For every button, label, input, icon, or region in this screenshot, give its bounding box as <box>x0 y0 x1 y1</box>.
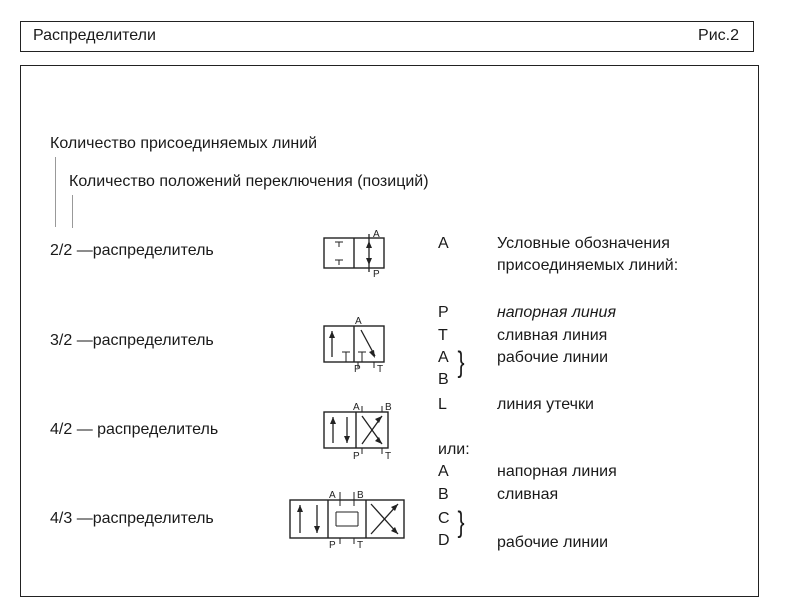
legend-alt-letter-c: C <box>438 510 450 527</box>
port-p: P <box>373 269 380 280</box>
legend-alt-text-a: напорная линия <box>497 463 617 480</box>
line-count-label: Количество присоединяемых линий <box>50 135 318 152</box>
legend-text-t: сливная линия <box>497 327 608 344</box>
port-a: A <box>353 402 360 413</box>
legend-text-ab: рабочие линии <box>497 349 609 366</box>
legend-letter-t: T <box>438 327 448 344</box>
valve-symbol-4-3 <box>284 488 414 550</box>
valve-name-4-2: 4/2 — распределитель <box>50 421 219 438</box>
legend-text-p: напорная линия <box>497 304 616 321</box>
legend-alt-letter-d: D <box>438 532 450 549</box>
valve-symbol-3-2 <box>318 316 398 374</box>
port-p: P <box>329 540 336 551</box>
brace-cd: } <box>457 506 465 539</box>
valve-symbol-2-2 <box>318 228 398 278</box>
figure-number: Рис.2 <box>698 27 739 44</box>
legend-text-l: линия утечки <box>497 396 594 413</box>
port-a: A <box>373 229 380 240</box>
port-p: P <box>353 451 360 462</box>
legend-alt-text-cd: рабочие линии <box>497 534 609 551</box>
line-count-indicator <box>55 157 56 227</box>
legend-alt-letter-b: B <box>438 486 449 503</box>
port-t: T <box>385 451 392 462</box>
port-t: T <box>357 540 364 551</box>
port-a: A <box>355 316 362 327</box>
valve-symbol-4-2 <box>318 402 402 460</box>
legend-alt-text-b: сливная <box>497 486 559 503</box>
port-b: B <box>385 402 392 413</box>
legend-letter-p: P <box>438 304 449 321</box>
legend-letter-l: L <box>438 396 447 413</box>
valve-name-3-2: 3/2 —распределитель <box>50 332 214 349</box>
port-p: P <box>354 364 361 375</box>
brace-ab: } <box>457 346 465 379</box>
figure-title: Распределители <box>33 27 156 44</box>
valve-name-2-2: 2/2 —распределитель <box>50 242 214 259</box>
legend-heading-line1: Условные обозначения <box>497 235 670 252</box>
legend-letter-a2: A <box>438 349 449 366</box>
figure-header <box>20 21 754 52</box>
port-b: B <box>357 490 364 501</box>
legend-letter-b: B <box>438 371 449 388</box>
legend-heading-line2: присоединяемых линий: <box>497 257 679 274</box>
legend-or: или: <box>438 441 470 458</box>
valve-name-4-3: 4/3 —распределитель <box>50 510 214 527</box>
position-count-label: Количество положений переключения (позиций) <box>69 173 429 190</box>
legend-letter-a: A <box>438 235 449 252</box>
legend-alt-letter-a: A <box>438 463 449 480</box>
port-a: A <box>329 490 336 501</box>
port-t: T <box>377 364 384 375</box>
position-count-indicator <box>72 195 73 228</box>
